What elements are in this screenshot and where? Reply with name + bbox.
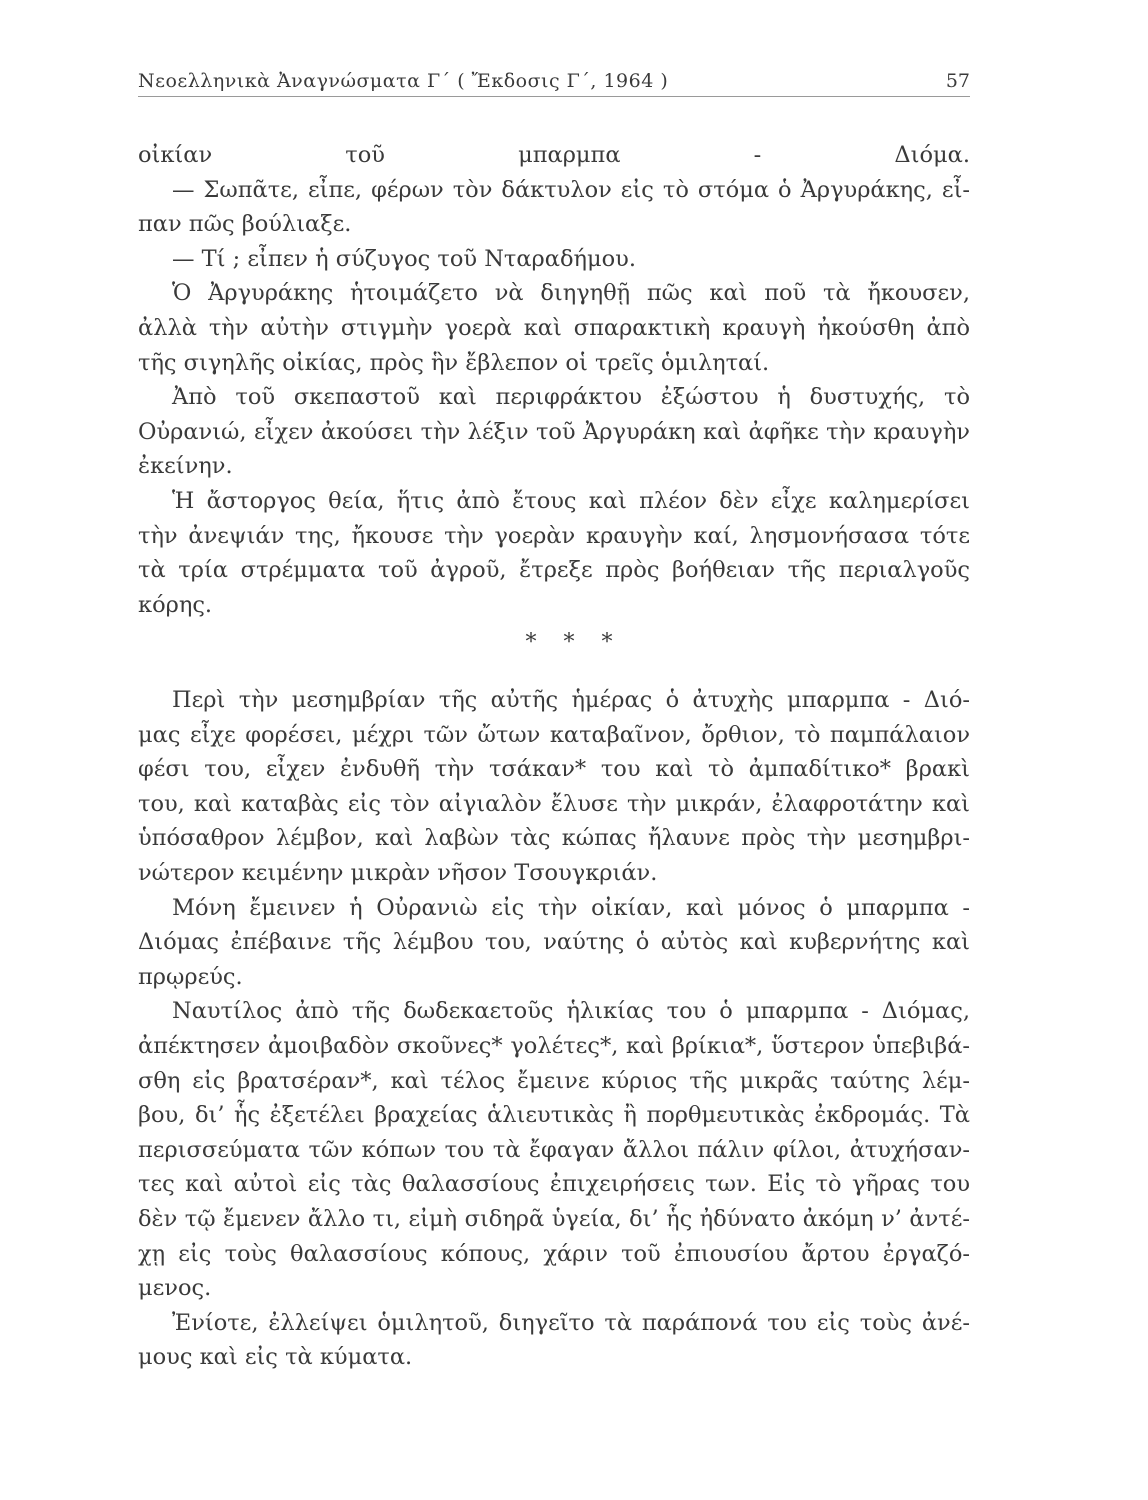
text-line: — Τί ; εἶπεν ἡ σύζυγος τοῦ Νταραδήμου. [172,245,637,272]
section-separator: * * * [525,630,623,655]
text-line: του, καὶ καταβὰς εἰς τὸν αἰγιαλὸν ἔλυσε τὴν μικράν, ἐλαφροτάτην καὶ [138,790,970,817]
text-line: μους καὶ εἰς τὰ κύματα. [138,1344,413,1371]
text-line: ἀπέκτησεν ἀμοιβαδὸν σκοῦνες* γολέτες*, καὶ βρίκια*, ὕστερον ὑπεβιβά- [138,1032,970,1059]
text-line: Ἐνίοτε, ἐλλείψει ὁμιλητοῦ, διηγεῖτο τὰ παράπονά του εἰς τοὺς ἀνέ- [172,1309,970,1336]
text-line: — Σωπᾶτε, εἶπε, φέρων τὸν δάκτυλον εἰς τὸ στόμα ὁ Ἀργυράκης, εἶ- [172,176,970,203]
text-line: σθη εἰς βρατσέραν*, καὶ τέλος ἔμεινε κύριος τῆς μικρᾶς ταύτης λέμ- [138,1067,970,1094]
text-line: Οὐρανιώ, εἶχεν ἀκούσει τὴν λέξιν τοῦ Ἀργυράκη καὶ ἀφῆκε τὴν κραυγὴν [138,418,970,445]
text-line: ὑπόσαθρον λέμβον, καὶ λαβὼν τὰς κώπας ἤλαυνε πρὸς τὴν μεσημβρι- [138,825,970,852]
text-line: Ἡ ἄστοργος θεία, ἥτις ἀπὸ ἔτους καὶ πλέον δὲν εἶχε καλημερίσει [172,487,970,514]
text-line: ἀλλὰ τὴν αὐτὴν στιγμὴν γοερὰ καὶ σπαρακτικὴ κραυγὴ ἠκούσθη ἀπὸ [138,314,970,341]
text-line: χῃ εἰς τοὺς θαλασσίους κόπους, χάριν τοῦ ἐπιουσίου ἄρτου ἐργαζό- [138,1240,970,1267]
text-line: μενος. [138,1275,212,1302]
text-line: ἐκείνην. [138,453,233,480]
text-line: δὲν τῷ ἔμενεν ἄλλο τι, εἰμὴ σιδηρᾶ ὑγεία, δι’ ἧς ἠδύνατο ἀκόμη ν’ ἀντέ- [138,1205,970,1232]
text-line: Ναυτίλος ἀπὸ τῆς δωδεκαετοῦς ἡλικίας του ὁ μπαρμπα - Διόμας, [172,998,970,1025]
text-line: Ὁ Ἀργυράκης ἡτοιμάζετο νὰ διηγηθῇ πῶς καὶ ποῦ τὰ ἤκουσεν, [172,280,970,307]
text-line: τες καὶ αὐτοὶ εἰς τὰς θαλασσίους ἐπιχειρήσεις των. Εἰς τὸ γῆρας του [138,1171,970,1198]
text-line: φέσι του, εἶχεν ἐνδυθῆ τὴν τσάκαν* του καὶ τὸ ἀμπαδίτικο* βρακὶ [138,756,970,783]
text-line: Διόμας ἐπέβαινε τῆς λέμβου του, ναύτης ὁ αὐτὸς καὶ κυβερνήτης καὶ [138,929,970,956]
text-line: νώτερον κειμένην μικρὰν νῆσον Τσουγκριάν. [138,859,658,886]
text-line: Ἀπὸ τοῦ σκεπαστοῦ καὶ περιφράκτου ἐξώστου ἡ δυστυχής, τὸ [172,384,970,411]
text-line: Μόνη ἔμεινεν ἡ Οὐρανιὼ εἰς τὴν οἰκίαν, καὶ μόνος ὁ μπαρμπα - [172,894,970,921]
text-line: τῆς σιγηλῆς οἰκίας, πρὸς ἣν ἔβλεπον οἱ τρεῖς ὁμιληταί. [138,349,770,376]
text-line: περισσεύματα τῶν κόπων του τὰ ἔφαγαν ἄλλοι πάλιν φίλοι, ἀτυχήσαν- [138,1136,970,1163]
page-number: 57 [945,70,970,92]
text-block-2 [138,683,970,1375]
text-line: κόρης. [138,591,213,618]
running-header [138,66,970,97]
text-block-1 [138,138,970,622]
text-line: παν πῶς βούλιαξε. [138,211,352,238]
text-line: πρῳρεύς. [138,963,243,990]
text-line: Περὶ τὴν μεσημβρίαν τῆς αὐτῆς ἡμέρας ὁ ἀτυχὴς μπαρμπα - Διό- [172,687,970,713]
text-line: βου, δι’ ἧς ἐξετέλει βραχείας ἁλιευτικὰς ἢ πορθμευτικὰς ἐκδρομάς. Τὰ [138,1102,970,1129]
text-line: μας εἶχε φορέσει, μέχρι τῶν ὤτων καταβαῖνον, ὄρθιον, τὸ παμπάλαιον [138,721,970,748]
text-line: τὴν ἀνεψιάν της, ἤκουσε τὴν γοερὰν κραυγὴν καί, λησμονήσασα τότε [138,522,970,549]
running-title: Νεοελληνικὰ Ἀναγνώσματα Γ΄ ( Ἔκδοσις Γ΄, 1964 ) [138,70,669,92]
text-line: οἰκίαν τοῦ μπαρμπα - Διόμα. [138,142,970,168]
text-line: τὰ τρία στρέμματα τοῦ ἀγροῦ, ἔτρεξε πρὸς βοήθειαν τῆς περιαλγοῦς [138,557,970,584]
